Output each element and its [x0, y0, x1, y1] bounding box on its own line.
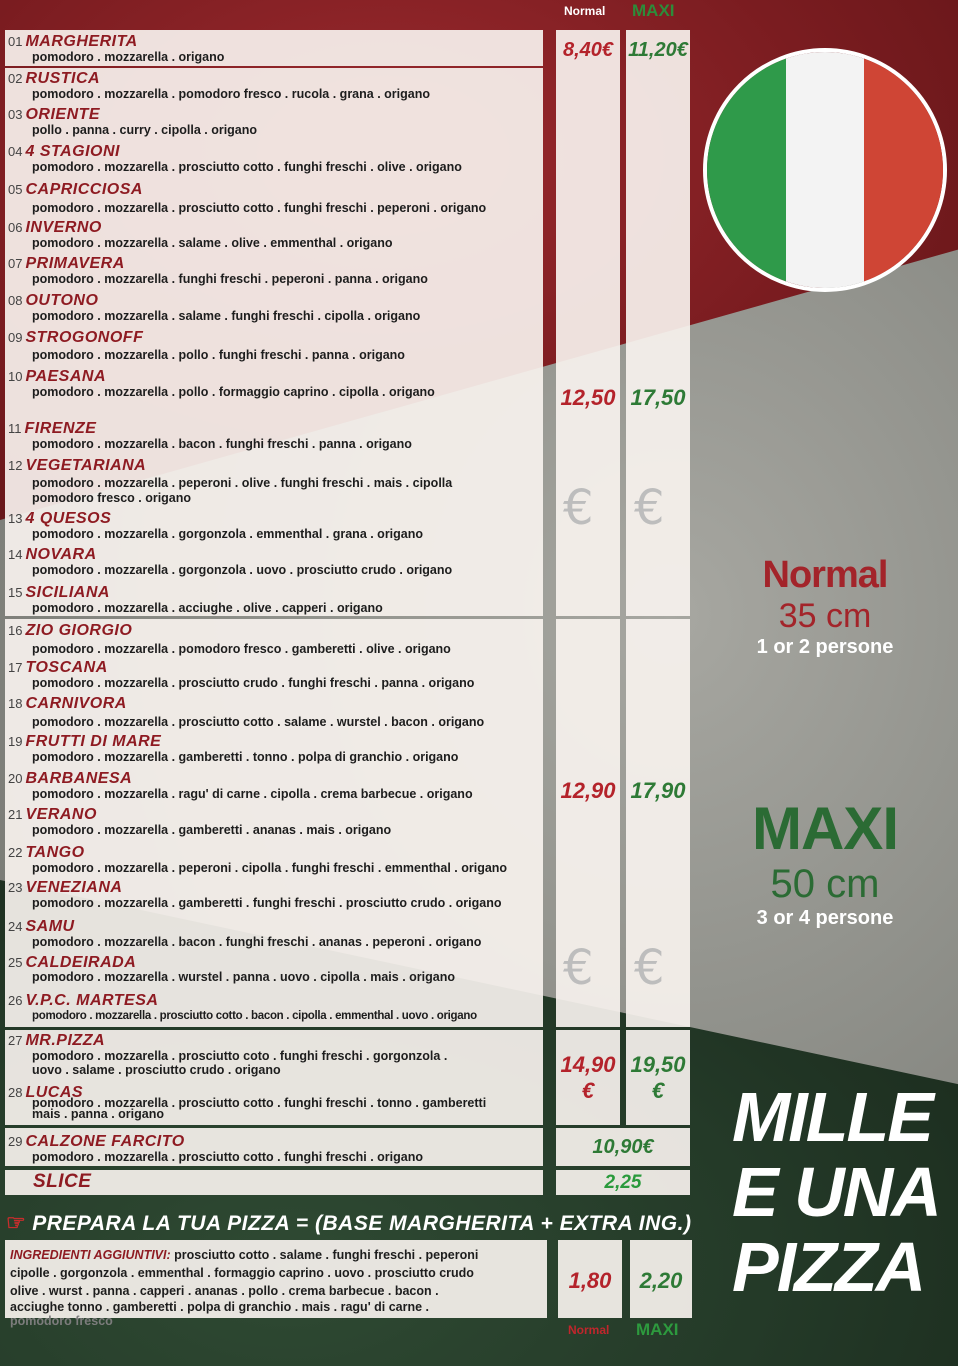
footer-normal: Normal — [568, 1323, 610, 1337]
header-maxi: MAXI — [632, 1, 675, 20]
extra-line: cipolle . gorgonzola . emmenthal . formaggio caprino . uovo . prosciutto crudo — [10, 1266, 474, 1280]
euro-icon: € — [634, 940, 665, 996]
size-normal-persons: 1 or 2 persone — [756, 636, 894, 658]
menu-item: 18 CARNIVORA pomodoro . mozzarella . prosciutto cotto . salame . wurstel . bacon . origano — [8, 695, 485, 729]
build-your-pizza-heading — [6, 1210, 691, 1236]
brand-line-1: MILLE — [732, 1078, 932, 1156]
menu-item: 23 VENEZIANA pomodoro . mozzarella . gamberetti . funghi freschi . prosciutto crudo . origano — [8, 879, 502, 910]
price-maxi-group-4: 19,50 € — [630, 1052, 686, 1103]
menu-item: 27 MR.PIZZA pomodoro . mozzarella . prosciutto coto . funghi freschi . gorgonzola . uovo . salame . prosciutto crudo . origano — [8, 1032, 448, 1077]
menu-item: 17 TOSCANA pomodoro . mozzarella . prosciutto crudo . funghi freschi . panna . origano — [8, 659, 475, 690]
size-normal — [700, 554, 950, 659]
brand-line-2: E UNA — [732, 1153, 940, 1231]
size-maxi-title: MAXI — [752, 795, 898, 862]
menu-item: 28 LUCAS pomodoro . mozzarella . prosciutto cotto . funghi freschi . tonno . gamberetti mais . panna . origano — [8, 1084, 487, 1121]
size-normal-title: Normal — [762, 554, 888, 596]
footer-maxi: MAXI — [636, 1320, 679, 1339]
size-normal-cm: 35 cm — [778, 597, 872, 635]
menu-item: 20 BARBANESA pomodoro . mozzarella . ragu' di carne . cipolla . crema barbecue . origano — [8, 770, 473, 801]
build-your-pizza-text: PREPARA LA TUA PIZZA = (BASE MARGHERITA + EXTRA ING.) — [32, 1212, 692, 1235]
extra-line: pomodoro fresco — [10, 1314, 113, 1328]
extra-ingredients — [10, 1246, 540, 1328]
size-maxi — [700, 796, 950, 930]
brand-line-3: PIZZA — [732, 1228, 925, 1306]
header-normal: Normal — [564, 4, 606, 18]
menu-item: 05 CAPRICCIOSA pomodoro . mozzarella . prosciutto cotto . funghi freschi . peperoni . origano — [8, 181, 487, 215]
menu-item: 19 FRUTTI DI MARE pomodoro . mozzarella . gamberetti . tonno . polpa di granchio . origano — [8, 733, 459, 764]
price-extra-normal: 1,80 — [568, 1268, 612, 1293]
menu-item: 12 VEGETARIANA pomodoro . mozzarella . peperoni . olive . funghi freschi . mais . cipolla pomodoro fresco . origano — [8, 457, 453, 505]
euro-icon: € — [563, 480, 594, 536]
euro-icon: € — [563, 940, 594, 996]
italian-flag-icon — [703, 48, 947, 292]
slice-item: SLICE — [33, 1171, 92, 1192]
menu-item: 11 FIRENZE pomodoro . mozzarella . bacon . funghi freschi . panna . origano — [8, 420, 412, 451]
menu-item: 09 STROGONOFF pomodoro . mozzarella . pollo . funghi freschi . panna . origano — [8, 329, 405, 362]
flag-white — [786, 52, 865, 288]
menu-item: 24 SAMU pomodoro . mozzarella . bacon . funghi freschi . ananas . peperoni . origano — [8, 918, 482, 949]
pointing-hand-icon: ☞ — [6, 1210, 27, 1235]
extra-label: INGREDIENTI AGGIUNTIVI: — [10, 1248, 171, 1262]
size-maxi-persons: 3 or 4 persone — [756, 907, 894, 929]
price-extra-maxi: 2,20 — [639, 1268, 683, 1293]
size-maxi-cm: 50 cm — [770, 862, 880, 906]
menu-item: 08 OUTONO pomodoro . mozzarella . salame . funghi freschi . cipolla . origano — [8, 292, 421, 323]
extra-line: acciughe tonno . gamberetti . polpa di granchio . mais . ragu' di carne . — [10, 1300, 430, 1314]
price-normal-group-2: 12,50 — [560, 385, 616, 410]
menu-item: 01 MARGHERITA pomodoro . mozzarella . origano — [8, 33, 225, 64]
price-normal-group-3: 12,90 — [560, 778, 616, 803]
menu-item: 15 SICILIANA pomodoro . mozzarella . acciughe . olive . capperi . origano — [8, 584, 383, 615]
price-calzone: 10,90€ — [592, 1136, 654, 1158]
price-slice: 2,25 — [604, 1172, 642, 1193]
menu-item: 25 CALDEIRADA pomodoro . mozzarella . wurstel . panna . uovo . cipolla . mais . origano — [8, 954, 455, 984]
brand-logo — [732, 1080, 952, 1305]
menu-item: 16 ZIO GIORGIO pomodoro . mozzarella . pomodoro fresco . gamberetti . olive . origano — [8, 622, 451, 656]
menu-item: 14 NOVARA pomodoro . mozzarella . gorgonzola . uovo . prosciutto crudo . origano — [8, 546, 453, 577]
menu-item: 22 TANGO pomodoro . mozzarella . peperoni . cipolla . funghi freschi . emmenthal . origano — [8, 844, 508, 875]
price-maxi-group-3: 17,90 — [630, 778, 686, 803]
extra-line: olive . wurst . panna . capperi . ananas . pollo . crema barbecue . bacon . — [10, 1284, 439, 1298]
menu-item: 02 RUSTICA pomodoro . mozzarella . pomodoro fresco . rucola . grana . origano — [8, 70, 430, 101]
menu-item: 06 INVERNO pomodoro . mozzarella . salame . olive . emmenthal . origano — [8, 219, 393, 250]
menu-item: 21 VERANO pomodoro . mozzarella . gamberetti . ananas . mais . origano — [8, 806, 392, 837]
price-normal-group-1: 8,40€ — [562, 39, 614, 61]
menu-item: 29 CALZONE FARCITO pomodoro . mozzarella . prosciutto cotto . funghi freschi . origano — [8, 1133, 423, 1164]
price-maxi-group-2: 17,50 — [630, 385, 686, 410]
price-normal-group-4: 14,90 € — [560, 1052, 616, 1103]
euro-icon: € — [634, 480, 665, 536]
extra-line: prosciutto cotto . salame . funghi freschi . peperoni — [170, 1248, 479, 1262]
menu-item: 13 4 QUESOS pomodoro . mozzarella . gorgonzola . emmenthal . grana . origano — [8, 510, 424, 541]
price-maxi-group-1: 11,20€ — [628, 39, 688, 61]
menu-item: 03 ORIENTE pollo . panna . curry . cipolla . origano — [8, 106, 258, 137]
menu-item: 07 PRIMAVERA pomodoro . mozzarella . funghi freschi . peperoni . panna . origano — [8, 255, 428, 286]
menu-item: 26 V.P.C. MARTESA pomodoro . mozzarella . prosciutto cotto . bacon . cipolla . emmenthal . uovo . origano — [8, 992, 477, 1022]
menu-item: 10 PAESANA pomodoro . mozzarella . pollo . formaggio caprino . cipolla . origano — [8, 368, 435, 399]
menu-item: 04 4 STAGIONI pomodoro . mozzarella . prosciutto cotto . funghi freschi . olive . origano — [8, 143, 462, 174]
